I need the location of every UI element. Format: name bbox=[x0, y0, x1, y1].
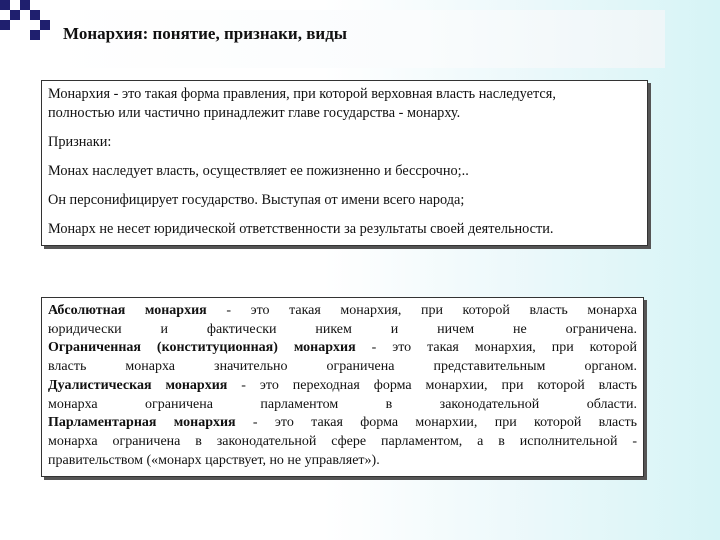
definition-line-1: - это такая форма правления, при которой верховная власть наследуется, bbox=[110, 86, 556, 102]
slide-title: Монархия: понятие, признаки, виды bbox=[63, 24, 348, 43]
types-text-7: - это такая форма монархии, при которой власть bbox=[235, 415, 637, 431]
definition-line-2: полностью или частично принадлежит главе государства - монарху. bbox=[48, 105, 461, 121]
types-line-6: монарха ограничена парламентом в законодательной области. bbox=[48, 396, 637, 412]
sign-item-1: Монах наследует власть, осуществляет ее пожизненно и бессрочно;.. bbox=[48, 163, 469, 179]
types-box bbox=[41, 297, 644, 477]
term-limited-monarchy: Ограниченная (конституционная) монархия bbox=[48, 340, 356, 356]
types-line-9: правительством («монарх царствует, но не управляет»). bbox=[48, 452, 380, 468]
term-parliamentary-monarchy: Парламентарная монархия bbox=[48, 415, 236, 431]
definition-paragraph bbox=[48, 85, 641, 123]
types-line-5 bbox=[48, 377, 637, 396]
definition-box bbox=[41, 80, 648, 246]
sign-item-3: Монарх не несет юридической ответственности за результаты своей деятельности. bbox=[48, 221, 554, 237]
types-line-4: власть монарха значительно ограничена представительным органом. bbox=[48, 359, 637, 375]
term-monarchy: Монархия bbox=[48, 86, 111, 102]
signs-label: Признаки: bbox=[48, 134, 112, 150]
types-line-1 bbox=[48, 302, 637, 321]
term-dualistic-monarchy: Дуалистическая монархия bbox=[48, 377, 228, 393]
types-line-7 bbox=[48, 414, 637, 433]
types-line-8: монарха ограничена в законодательной сфере парламентом, а в исполнительной - bbox=[48, 433, 637, 449]
types-line-3 bbox=[48, 339, 637, 358]
types-text-3: - это такая монархия, при которой bbox=[355, 340, 637, 356]
sign-item-2: Он персонифицирует государство. Выступая от имени всего народа; bbox=[48, 192, 465, 208]
types-text-1: - это такая монархия, при которой власть монарха bbox=[206, 303, 637, 318]
types-line-2: юридически и фактически никем и ничем не ограничена. bbox=[48, 321, 637, 337]
term-absolute-monarchy: Абсолютная монархия bbox=[48, 303, 207, 318]
types-text-5: - это переходная форма монархии, при которой власть bbox=[227, 377, 638, 393]
